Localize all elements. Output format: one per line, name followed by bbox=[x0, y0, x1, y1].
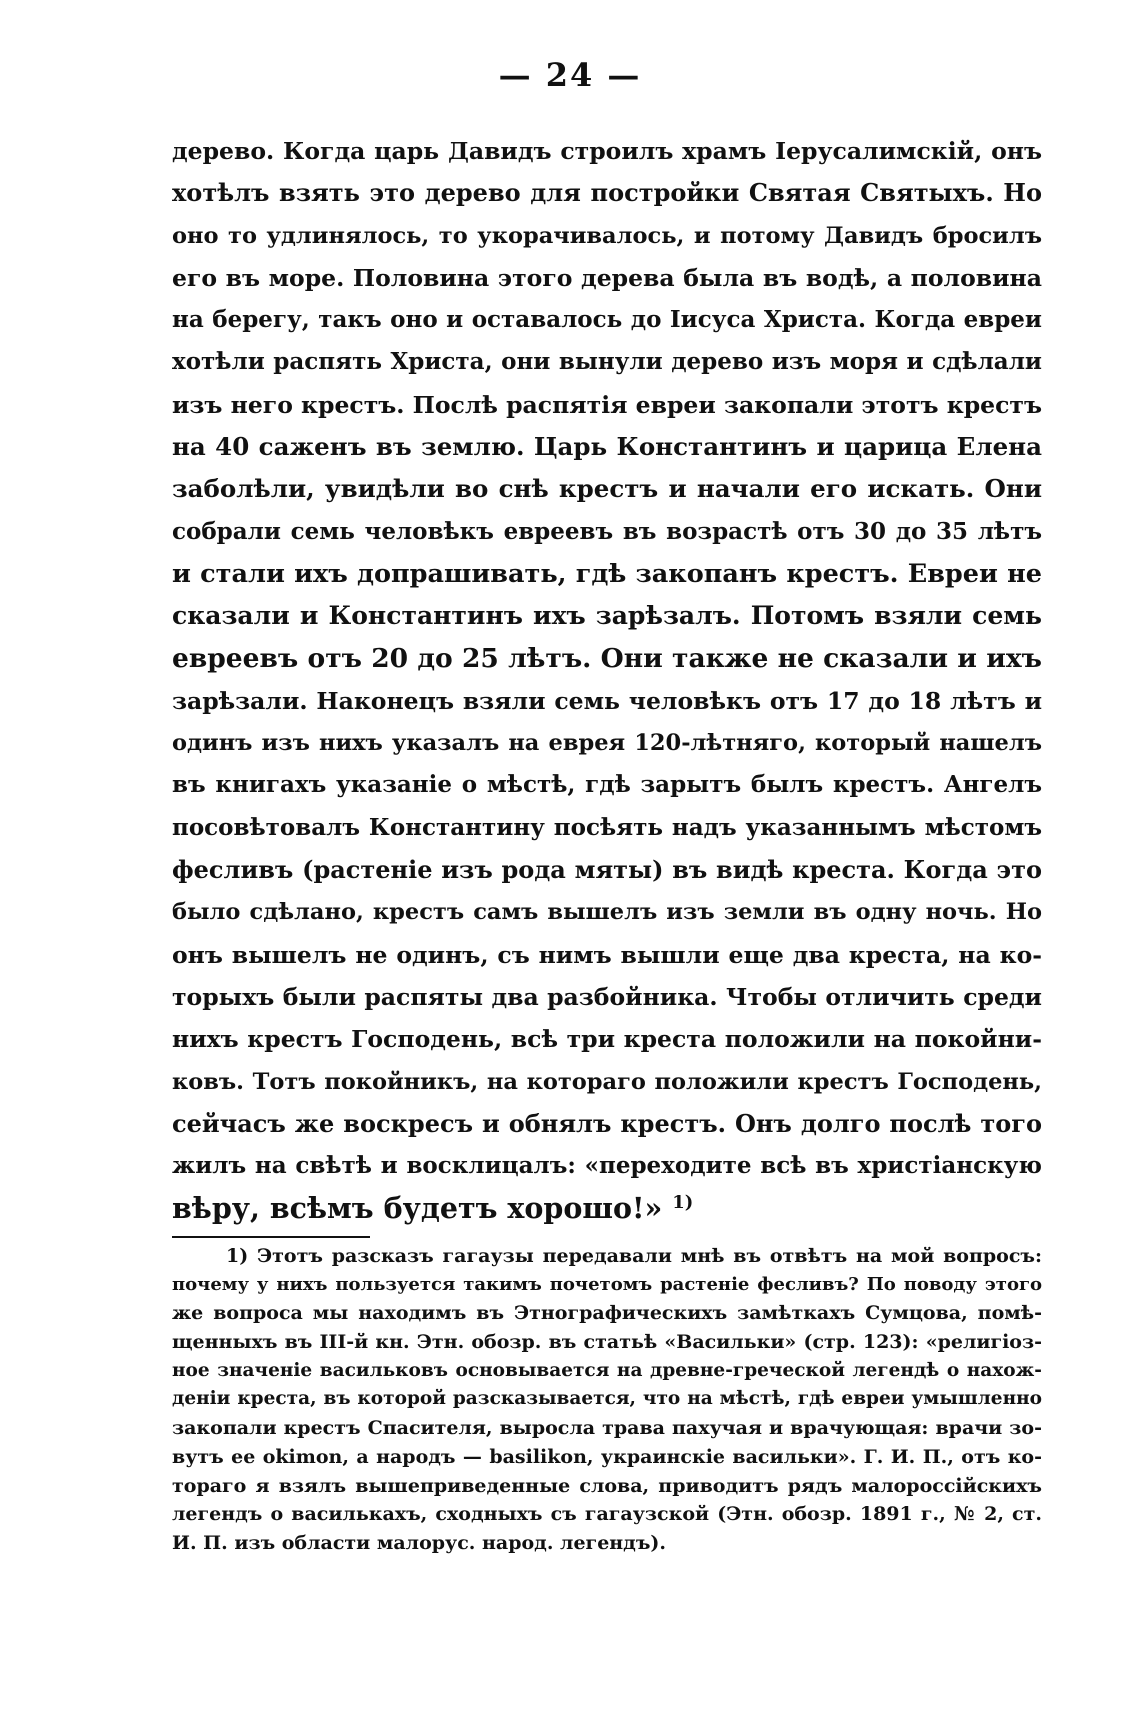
page-number: — 24 — bbox=[498, 56, 642, 94]
footnote bbox=[172, 1242, 1042, 1558]
footnote-line: 1) Этотъ разсказъ гагаузы передавали мнѣ въ отвѣтъ на мой вопросъ: bbox=[226, 1245, 1042, 1267]
text-line: посовѣтовалъ Константину посѣять надъ указаннымъ мѣстомъ bbox=[172, 813, 1042, 841]
footnote-line: И. П. изъ области малорус. народ. легендъ). bbox=[172, 1531, 667, 1554]
main-text bbox=[172, 130, 1042, 1230]
text-line: въ книгахъ указаніе о мѣстѣ, гдѣ зарытъ былъ крестъ. Ангелъ bbox=[172, 771, 1042, 799]
footnote-line: деніи креста, въ которой разсказывается, что на мѣстѣ, гдѣ евреи умышленно bbox=[172, 1388, 1042, 1410]
footnote-reference: 1) bbox=[672, 1192, 694, 1214]
text-line: хотѣлъ взять это дерево для постройки Святая Святыхъ. Но bbox=[172, 178, 1042, 208]
text-line: и стали ихъ допрашивать, гдѣ закопанъ крестъ. Евреи не bbox=[172, 558, 1042, 589]
text-line: жилъ на свѣтѣ и восклицалъ: «переходите всѣ въ христіанскую bbox=[172, 1152, 1042, 1180]
footnote-line: ное значеніе васильковъ основывается на древне-греческой легендѣ о нахож- bbox=[172, 1359, 1042, 1381]
text-line: сейчасъ же воскресъ и обнялъ крестъ. Онъ долго послѣ того bbox=[172, 1108, 1042, 1138]
footnote-line: почему у нихъ пользуется такимъ почетомъ растеніе фесливъ? По поводу этого bbox=[172, 1273, 1042, 1295]
text-line: на берегу, такъ оно и оставалось до Іисуса Христа. Когда евреи bbox=[172, 306, 1042, 334]
text-line-last bbox=[172, 1187, 1042, 1229]
text-line: изъ него крестъ. Послѣ распятія евреи закопали этотъ крестъ bbox=[172, 390, 1042, 419]
text-line: его въ море. Половина этого дерева была въ водѣ, а половина bbox=[172, 263, 1042, 292]
text-line: онъ вышелъ не одинъ, съ нимъ вышли еще два креста, на ко- bbox=[172, 940, 1042, 969]
footnote-line: закопали крестъ Спасителя, выросла трава пахучая и врачующая: врачи зо- bbox=[172, 1417, 1042, 1440]
text-line: дерево. Когда царь Давидъ строилъ храмъ Іерусалимскій, онъ bbox=[172, 137, 1042, 165]
text-line: фесливъ (растеніе изъ рода мяты) въ видѣ креста. Когда это bbox=[172, 855, 1042, 885]
text-line: оно то удлинялось, то укорачивалось, и потому Давидъ бросилъ bbox=[172, 222, 1042, 249]
text-line: торыхъ были распяты два разбойника. Чтобы отличить среди bbox=[172, 982, 1042, 1011]
text-line: одинъ изъ нихъ указалъ на еврея 120-лѣтняго, который нашелъ bbox=[172, 730, 1042, 757]
text-line: на 40 саженъ въ землю. Царь Константинъ и царица Елена bbox=[172, 432, 1042, 462]
text-line-content: вѣру, всѣмъ будетъ хорошо!» bbox=[172, 1191, 663, 1226]
text-line: сказали и Константинъ ихъ зарѣзалъ. Потомъ взяли семь bbox=[172, 601, 1042, 631]
text-line: зарѣзали. Наконецъ взяли семь человѣкъ отъ 17 до 18 лѣтъ и bbox=[172, 686, 1042, 715]
footnote-line: легендъ о василькахъ, сходныхъ съ гагаузской (Этн. обозр. 1891 г., № 2, ст. bbox=[172, 1503, 1042, 1526]
text-line: собрали семь человѣкъ евреевъ въ возрастѣ отъ 30 до 35 лѣтъ bbox=[172, 517, 1042, 545]
text-line: заболѣли, увидѣли во снѣ крестъ и начали его искать. Они bbox=[172, 474, 1042, 504]
footnote-line: щенныхъ въ III-й кн. Этн. обозр. въ статьѣ «Васильки» (стр. 123): «религіоз- bbox=[172, 1331, 1042, 1354]
footnote-line: тораго я взялъ вышеприведенные слова, приводитъ рядъ малороссійскихъ bbox=[172, 1474, 1042, 1497]
footnote-line: же вопроса мы находимъ въ Этнографическихъ замѣткахъ Сумцова, помѣ- bbox=[172, 1302, 1042, 1325]
footnote-separator bbox=[172, 1236, 370, 1238]
footnote-line: вутъ ее okimon, а народъ — basilikon, украинскіе васильки». Г. И. П., отъ ко- bbox=[172, 1445, 1042, 1468]
text-line: нихъ крестъ Господень, всѣ три креста положили на покойни- bbox=[172, 1025, 1042, 1054]
text-line: евреевъ отъ 20 до 25 лѣтъ. Они также не сказали и ихъ bbox=[172, 642, 1042, 674]
text-line: было сдѣлано, крестъ самъ вышелъ изъ земли въ одну ночь. Но bbox=[172, 899, 1042, 926]
text-line: хотѣли распять Христа, они вынули дерево изъ моря и сдѣлали bbox=[172, 348, 1042, 376]
text-line: ковъ. Тотъ покойникъ, на котораго положили крестъ Господень, bbox=[172, 1068, 1042, 1095]
